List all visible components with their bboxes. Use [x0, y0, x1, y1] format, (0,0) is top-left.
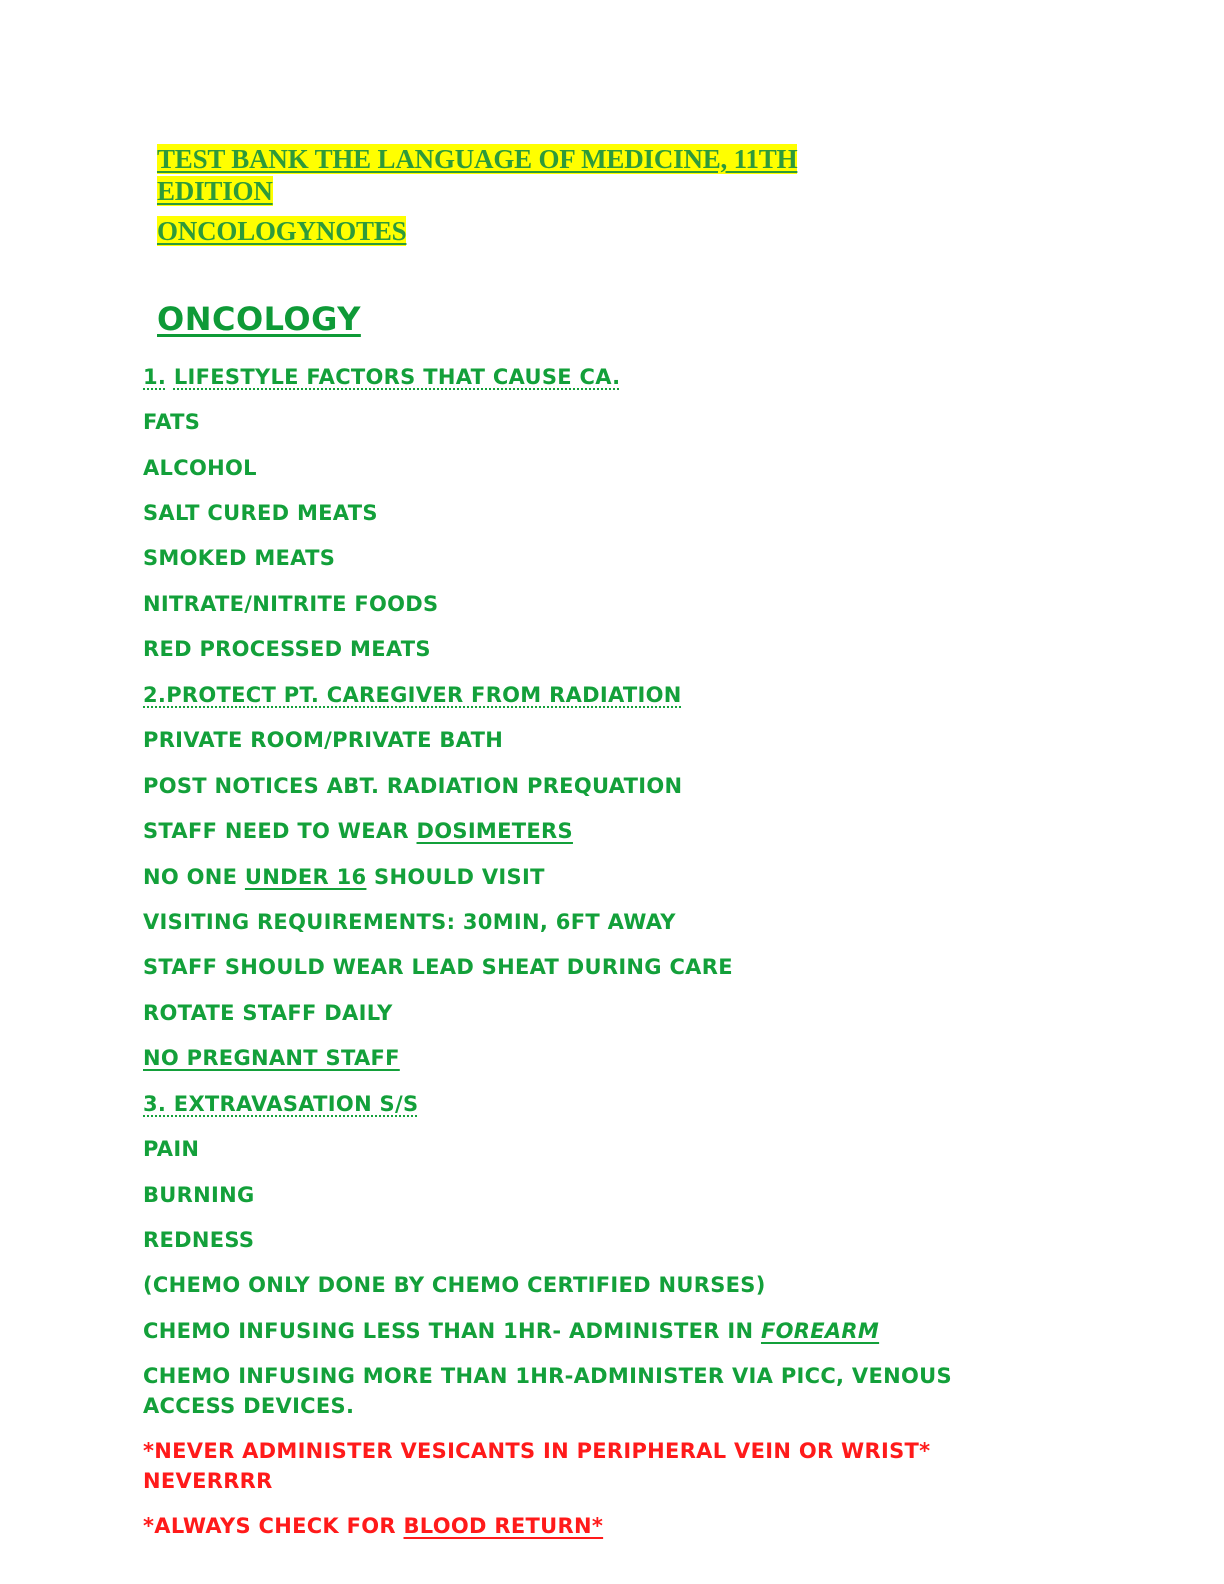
section-2-label: 2.PROTECT PT. CAREGIVER FROM RADIATION	[143, 683, 682, 707]
section-3-label: 3. EXTRAVASATION S/S	[143, 1092, 419, 1116]
emphasis-forearm: FOREARM	[760, 1319, 880, 1343]
list-item	[143, 816, 573, 846]
emphasis-dosimeters: DOSIMETERS	[416, 819, 573, 843]
list-item: FATS	[143, 410, 201, 434]
list-item-text: NO ONE	[143, 865, 245, 889]
list-item: REDNESS	[143, 1228, 255, 1252]
section-1-title	[143, 362, 620, 392]
list-item-text: CHEMO INFUSING LESS THAN 1HR- ADMINISTER IN	[143, 1319, 761, 1343]
title-line-1: TEST BANK THE LANGUAGE OF MEDICINE, 11TH	[157, 144, 798, 174]
section-heading: ONCOLOGY	[157, 300, 361, 338]
list-item-text: STAFF NEED TO WEAR	[143, 819, 417, 843]
section-3-title	[143, 1089, 418, 1119]
section-2-title	[143, 680, 682, 710]
section-1-number: 1.	[143, 365, 167, 389]
list-item	[143, 1316, 879, 1346]
emphasis-no-pregnant-staff: NO PREGNANT STAFF	[143, 1046, 400, 1070]
title-line-2: EDITION	[157, 176, 273, 206]
emphasis-under-16: UNDER 16	[244, 865, 367, 889]
list-item: POST NOTICES ABT. RADIATION PREQUATION	[143, 774, 683, 798]
warning-text: *NEVER ADMINISTER VESICANTS IN PERIPHERAL VEIN OR WRIST* NEVERRRR	[143, 1439, 931, 1493]
list-item-text: SHOULD VISIT	[366, 865, 545, 889]
list-item: BURNING	[143, 1183, 255, 1207]
warning-prefix: *ALWAYS CHECK FOR	[143, 1514, 404, 1538]
section-1-label: LIFESTYLE FACTORS THAT CAUSE CA.	[173, 365, 621, 389]
list-item: CHEMO INFUSING MORE THAN 1HR-ADMINISTER VIA PICC, VENOUS ACCESS DEVICES.	[143, 1364, 952, 1418]
list-item: ALCOHOL	[143, 456, 257, 480]
list-item: STAFF SHOULD WEAR LEAD SHEAT DURING CARE	[143, 955, 733, 979]
list-item: ROTATE STAFF DAILY	[143, 1001, 393, 1025]
list-item	[143, 862, 545, 892]
title-line-3: ONCOLOGYNOTES	[157, 216, 407, 246]
warning-text	[143, 1511, 603, 1541]
list-item: PAIN	[143, 1137, 200, 1161]
list-item: SALT CURED MEATS	[143, 501, 378, 525]
list-item	[143, 1043, 400, 1073]
list-item: NITRATE/NITRITE FOODS	[143, 592, 439, 616]
list-item: VISITING REQUIREMENTS: 30MIN, 6FT AWAY	[143, 910, 676, 934]
list-item: SMOKED MEATS	[143, 546, 336, 570]
note: (CHEMO ONLY DONE BY CHEMO CERTIFIED NURSES)	[143, 1273, 766, 1297]
emphasis-blood-return: BLOOD RETURN*	[403, 1514, 604, 1538]
list-item: RED PROCESSED MEATS	[143, 637, 431, 661]
list-item: PRIVATE ROOM/PRIVATE BATH	[143, 728, 504, 752]
document-title	[157, 143, 977, 247]
